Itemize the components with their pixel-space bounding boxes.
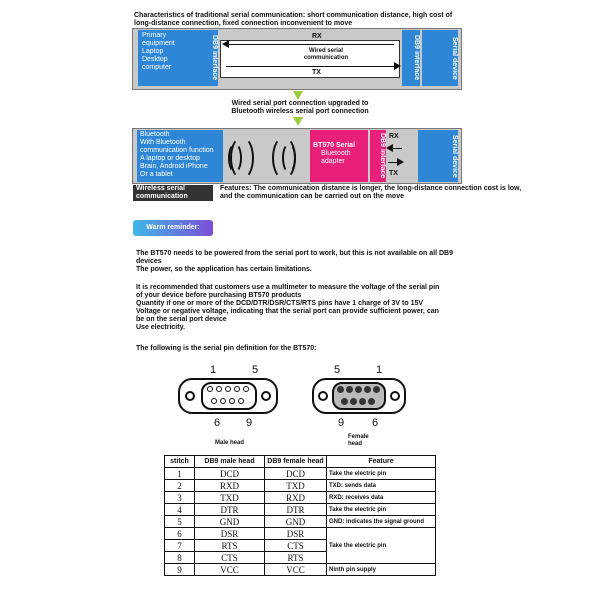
- host-line-6: Or a tablet: [140, 171, 173, 178]
- adapter-subtitle: Bluetooth adapter: [321, 150, 351, 165]
- cell-stitch: 1: [165, 468, 195, 480]
- warm-p2-line: be on the serial port device: [136, 316, 227, 323]
- pin-icon: [216, 386, 222, 392]
- cell-male: RTS: [195, 540, 265, 552]
- screw-icon: [318, 391, 328, 401]
- right-db9-port: DB9 interface: [402, 30, 420, 86]
- primary-line-1: Primary: [142, 32, 167, 39]
- wire-label: Wired serial communication: [303, 48, 349, 61]
- screw-icon: [261, 391, 271, 401]
- male-pin-number-5: 5: [252, 364, 259, 376]
- female-pin-number-5: 5: [334, 364, 341, 376]
- cell-stitch: 5: [165, 516, 195, 528]
- host-line-3: communication function: [140, 147, 214, 154]
- rx-label: RX: [312, 33, 322, 40]
- adapter-title: BT570 Serial: [313, 142, 356, 149]
- signal-wave-icon: [272, 136, 296, 180]
- cell-female: VCC: [265, 564, 327, 576]
- warm-paragraph-1: The BT570 needs to be powered from the serial port to work, but this is not available on all DB9 devices: [136, 250, 454, 265]
- pin-icon: [238, 398, 244, 404]
- male-head-label: Male head: [215, 440, 245, 446]
- pin-icon: [243, 386, 249, 392]
- rx-line-2: [392, 148, 402, 149]
- table-row: [165, 516, 436, 528]
- cell-female: DCD: [265, 468, 327, 480]
- cell-stitch: 9: [165, 564, 195, 576]
- cell-stitch: 2: [165, 480, 195, 492]
- male-pin-number-9: 9: [246, 417, 253, 429]
- warm-reminder-badge: Warm reminder:: [133, 220, 213, 236]
- host-line-4: A laptop or desktop: [140, 155, 200, 162]
- male-pin-number-6: 6: [214, 417, 221, 429]
- primary-line-2: equipment: [142, 40, 175, 47]
- female-pin-number-1: 1: [376, 364, 383, 376]
- cell-feature: Take the electric pin: [327, 468, 436, 480]
- cell-male: DSR: [195, 528, 265, 540]
- down-arrow-icon: [293, 117, 303, 126]
- warm-p2-line: of your device before purchasing BT570 products: [136, 292, 302, 299]
- warm-paragraph-2: [136, 284, 466, 332]
- serial-device-box: Serial device: [422, 30, 458, 86]
- cell-female: DSR: [265, 528, 327, 540]
- pin-icon: [220, 398, 226, 404]
- host-line-2: With Bluetooth: [140, 139, 186, 146]
- socket-icon: [341, 398, 348, 405]
- host-line-1: Bluetooth: [140, 131, 170, 138]
- warm-p2-line: Use electricity.: [136, 324, 185, 331]
- pin-icon: [211, 398, 217, 404]
- header-male: DB9 male head: [195, 456, 265, 468]
- socket-icon: [368, 398, 375, 405]
- primary-equipment-box: [138, 30, 200, 86]
- tx-label-2: TX: [389, 170, 398, 177]
- socket-icon: [373, 386, 380, 393]
- cell-male: TXD: [195, 492, 265, 504]
- tx-arrow-icon: [397, 158, 404, 166]
- bt570-adapter-box: [310, 130, 368, 182]
- cell-male: RXD: [195, 480, 265, 492]
- table-row: [165, 492, 436, 504]
- pin-definition-table: [164, 455, 436, 576]
- table-row: [165, 504, 436, 516]
- cell-feature-merged: Take the electric pin: [327, 528, 436, 564]
- screw-icon: [390, 391, 400, 401]
- female-pin-number-6: 6: [372, 417, 379, 429]
- cell-feature: GND: indicates the signal ground: [327, 516, 436, 528]
- cell-female: RXD: [265, 492, 327, 504]
- host-line-5: Brain, Android iPhone: [140, 163, 208, 170]
- pin-definition-intro: The following is the serial pin definition for the BT570:: [136, 345, 317, 352]
- pin-icon: [229, 398, 235, 404]
- primary-line-3: Laptop: [142, 48, 164, 55]
- warm-paragraph-1b: The power, so the application has certain limitations.: [136, 266, 312, 273]
- female-pin-number-9: 9: [338, 417, 345, 429]
- header-stitch: stitch: [165, 456, 195, 468]
- upgrade-text: Wired serial port connection upgraded to Bluetooth wireless serial port connection: [231, 100, 369, 115]
- cell-stitch: 3: [165, 492, 195, 504]
- down-arrow-icon: [293, 91, 303, 100]
- primary-line-4: Desktop: [142, 56, 168, 63]
- cell-female: DTR: [265, 504, 327, 516]
- socket-icon: [346, 386, 353, 393]
- screw-icon: [185, 391, 195, 401]
- cell-male: DCD: [195, 468, 265, 480]
- cell-feature: RXD: receives data: [327, 492, 436, 504]
- cell-stitch: 4: [165, 504, 195, 516]
- tx-arrow-icon: [394, 62, 401, 70]
- cell-male: DTR: [195, 504, 265, 516]
- pin-icon: [207, 386, 213, 392]
- pin-icon: [225, 386, 231, 392]
- cell-female: TXD: [265, 480, 327, 492]
- table-row: [165, 564, 436, 576]
- wireless-label: Wireless serial communication: [133, 185, 213, 201]
- rx-line: [226, 44, 394, 45]
- pin-icon: [234, 386, 240, 392]
- serial-device-box-2: Serial device: [418, 130, 458, 182]
- cell-feature: Take the electric pin: [327, 504, 436, 516]
- adapter-db9-port: DB9 interface: [370, 130, 386, 182]
- cell-stitch: 8: [165, 552, 195, 564]
- cell-male: GND: [195, 516, 265, 528]
- cell-stitch: 7: [165, 540, 195, 552]
- socket-icon: [364, 386, 371, 393]
- cell-male: CTS: [195, 552, 265, 564]
- cell-female: GND: [265, 516, 327, 528]
- male-pin-number-1: 1: [210, 364, 217, 376]
- table-row: [165, 528, 436, 540]
- rx-arrow-icon: [222, 40, 229, 48]
- warm-p2-line: Quantity if one or more of the DCD/DTR/DSR/CTS/RTS pins have 1 charge of 3V to 15V: [136, 300, 424, 307]
- left-db9-port: DB9 interface: [200, 30, 218, 86]
- tx-label: TX: [312, 69, 321, 76]
- section1-caption: Characteristics of traditional serial communication: short communication distance, high cost of long-distance connection, fixed connection inconvenient to move: [134, 12, 453, 27]
- header-female: DB9 female head: [265, 456, 327, 468]
- signal-wave-icon: [230, 136, 254, 180]
- rx-label-2: RX: [389, 133, 399, 140]
- primary-line-5: computer: [142, 64, 172, 71]
- bluetooth-host-box: [137, 130, 223, 182]
- cell-male: VCC: [195, 564, 265, 576]
- socket-icon: [350, 398, 357, 405]
- tx-line: [226, 66, 394, 67]
- socket-icon: [337, 386, 344, 393]
- features-text: Features: The communication distance is longer, the long-distance connection cost is low, and the communication can be carried out on the move: [220, 185, 522, 200]
- table-row: [165, 468, 436, 480]
- cell-female: CTS: [265, 540, 327, 552]
- table-row: [165, 480, 436, 492]
- cell-stitch: 6: [165, 528, 195, 540]
- cell-feature: Ninth pin supply: [327, 564, 436, 576]
- female-head-label: Female head: [348, 434, 369, 447]
- socket-icon: [355, 386, 362, 393]
- cell-feature: TXD: sends data: [327, 480, 436, 492]
- header-feature: Feature: [327, 456, 436, 468]
- warm-p2-line: Voltage or negative voltage, indicating that the serial port can provide sufficient power, can: [136, 308, 439, 315]
- socket-icon: [359, 398, 366, 405]
- warm-p2-line: It is recommended that customers use a multimeter to measure the voltage of the serial pin: [136, 284, 440, 291]
- table-header-row: [165, 456, 436, 468]
- cell-female: RTS: [265, 552, 327, 564]
